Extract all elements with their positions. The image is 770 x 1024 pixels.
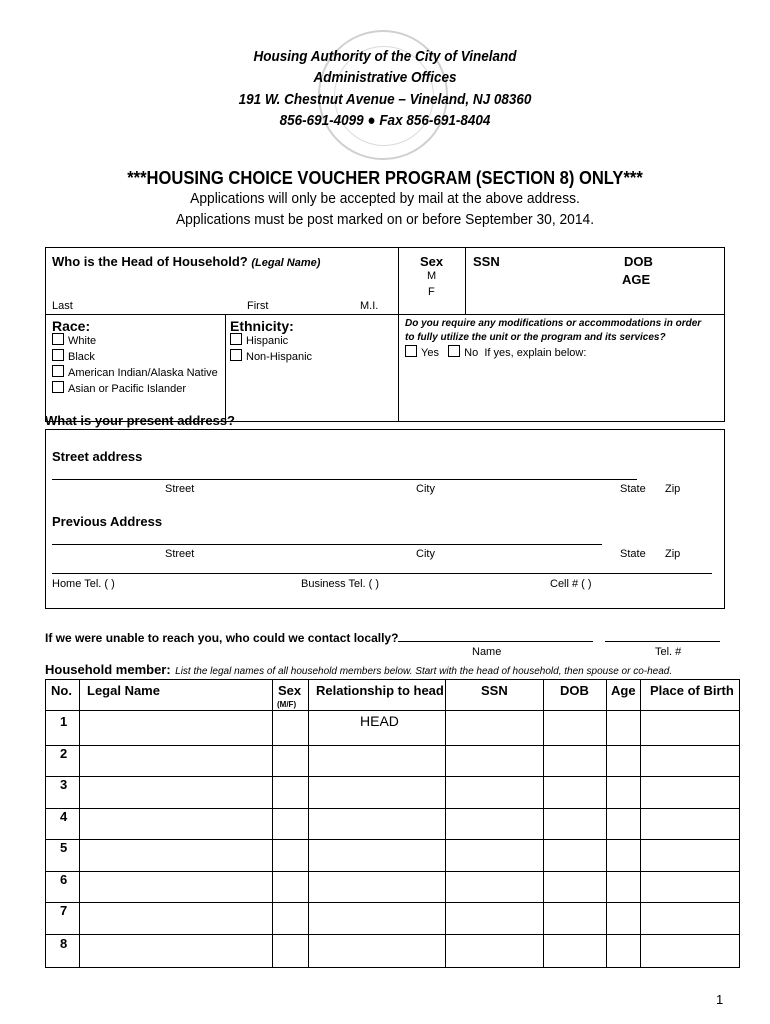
contact-question: If we were unable to reach you, who could we contact locally?: [45, 631, 399, 645]
ssn-label: SSN: [473, 254, 500, 269]
race-option-american-indian[interactable]: American Indian/Alaska Native: [52, 365, 218, 381]
previous-zip-label: Zip: [665, 548, 681, 560]
zip-label: Zip: [665, 483, 681, 495]
accommodation-answer: Yes No If yes, explain below:: [405, 345, 586, 361]
sex-m-label: M: [427, 270, 437, 282]
checkbox[interactable]: [52, 349, 64, 361]
col-relationship: Relationship to head: [316, 683, 444, 698]
previous-city-label: City: [416, 548, 435, 560]
ethnicity-options: [230, 333, 312, 365]
state-label: State: [620, 483, 646, 495]
row-number: 2: [60, 746, 68, 761]
cell-label: Cell # ( ): [550, 578, 592, 590]
program-title: ***HOUSING CHOICE VOUCHER PROGRAM (SECTION 8) ONLY***: [127, 168, 643, 188]
office-name: Administrative Offices: [313, 69, 457, 86]
checkbox[interactable]: [405, 345, 417, 357]
col-place-of-birth: Place of Birth: [650, 683, 734, 698]
race-option-black[interactable]: Black: [52, 349, 218, 365]
row-number: 4: [60, 809, 68, 824]
previous-address-heading: Previous Address: [52, 514, 163, 529]
accommodation-no[interactable]: No: [448, 347, 478, 359]
sex-f-label: F: [428, 286, 435, 298]
row-number: 6: [60, 872, 68, 887]
col-age: Age: [611, 683, 636, 698]
head-relationship-value: HEAD: [360, 713, 399, 729]
col-legal-name: Legal Name: [87, 683, 160, 698]
street-address-line[interactable]: [52, 479, 637, 480]
accommodation-yes[interactable]: Yes: [405, 347, 439, 359]
agency-name: Housing Authority of the City of Vineland: [253, 48, 517, 65]
ethnicity-option-hispanic[interactable]: Hispanic: [230, 333, 312, 349]
row-number: 1: [60, 714, 68, 729]
age-label: AGE: [622, 272, 651, 287]
checkbox[interactable]: [52, 365, 64, 377]
row-number: 5: [60, 840, 68, 855]
business-tel-label: Business Tel. ( ): [301, 578, 380, 590]
street-address-heading: Street address: [52, 449, 143, 464]
office-address: 191 W. Chestnut Avenue – Vineland, NJ 08360: [238, 91, 532, 108]
contact-name-line[interactable]: [398, 641, 593, 642]
row-number: 7: [60, 903, 68, 918]
previous-street-label: Street: [165, 548, 195, 560]
previous-state-label: State: [620, 548, 646, 560]
race-option-asian[interactable]: Asian or Pacific Islander: [52, 381, 218, 397]
page-number: 1: [716, 992, 724, 1007]
ethnicity-label: Ethnicity:: [230, 318, 294, 334]
middle-initial-label: M.I.: [360, 300, 379, 312]
col-ssn: SSN: [481, 683, 508, 698]
accommodation-question: Do you require any modifications or accommodations in order to fully utilize the unit or the program and its services?: [405, 318, 702, 343]
race-options: [52, 333, 218, 397]
ethnicity-option-non-hispanic[interactable]: Non-Hispanic: [230, 349, 312, 365]
city-label: City: [416, 483, 435, 495]
row-number: 3: [60, 777, 68, 792]
contact-tel-label: Tel. #: [655, 646, 682, 658]
row-number: 8: [60, 936, 68, 951]
col-dob: DOB: [560, 683, 589, 698]
col-no: No.: [51, 683, 72, 698]
mail-notice: Applications will only be accepted by mail at the above address.: [190, 190, 580, 207]
home-tel-label: Home Tel. ( ): [52, 578, 115, 590]
first-name-label: First: [247, 300, 269, 312]
deadline-notice: Applications must be post marked on or before September 30, 2014.: [175, 211, 595, 228]
household-heading: Household member: List the legal names of all household members below. Start with the head of household, then spouse or co-head.: [45, 662, 673, 677]
street-label: Street: [165, 483, 195, 495]
checkbox[interactable]: [230, 349, 242, 361]
household-table: [45, 679, 740, 968]
contact-name-label: Name: [472, 646, 502, 658]
race-label: Race:: [52, 318, 91, 334]
last-name-label: Last: [52, 300, 73, 312]
col-sex: Sex: [278, 683, 302, 698]
checkbox[interactable]: [230, 333, 242, 345]
dob-label: DOB: [624, 254, 653, 269]
previous-address-line[interactable]: [52, 544, 602, 545]
office-phone: 856-691-4099 ● Fax 856-691-8404: [279, 112, 491, 129]
col-sex-note: (M/F): [277, 700, 297, 709]
checkbox[interactable]: [52, 333, 64, 345]
checkbox[interactable]: [448, 345, 460, 357]
head-question: Who is the Head of Household? (Legal Name): [52, 254, 321, 269]
sex-label: Sex: [420, 254, 444, 269]
contact-tel-line[interactable]: [605, 641, 720, 642]
checkbox[interactable]: [52, 381, 64, 393]
address-question: What is your present address?: [45, 413, 235, 428]
race-option-white[interactable]: White: [52, 333, 218, 349]
